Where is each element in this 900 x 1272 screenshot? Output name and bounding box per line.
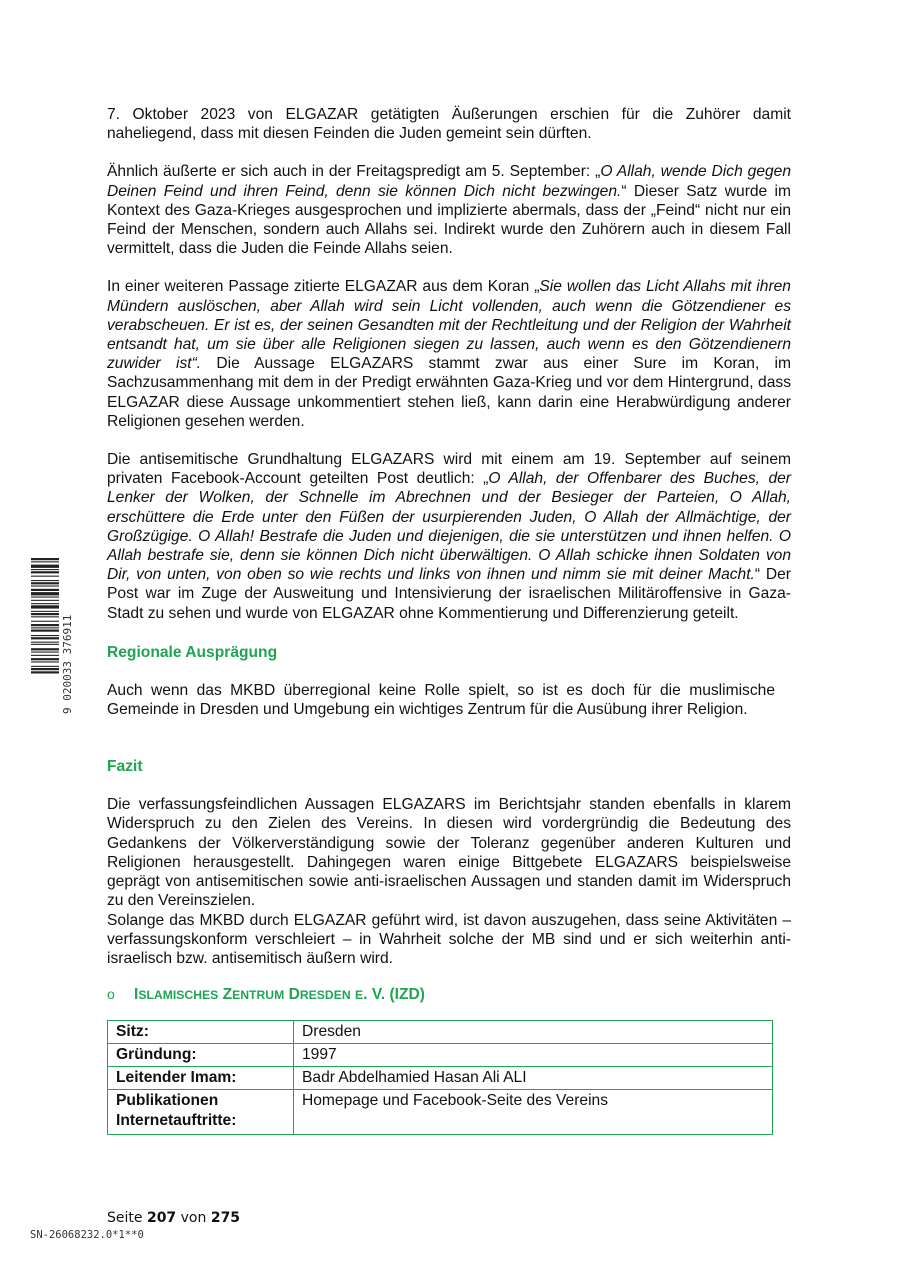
table-key: Gründung: [108,1044,294,1067]
heading-regionale-auspraegung: Regionale Ausprägung [107,643,278,661]
org-heading [107,985,791,1005]
barcode-bar [31,668,59,670]
barcode-bar [31,648,59,650]
barcode-bar [31,655,59,656]
barcode-bar [31,586,59,587]
info-table [107,1020,773,1135]
barcode-bar [31,613,59,615]
table-row [108,1090,773,1135]
org-heading-text: ISLAMISCHES ZENTRUM DRESDEN E. V. (IZD) [134,986,425,1004]
table-key: Sitz: [108,1021,294,1044]
page-label: Seite [107,1210,143,1226]
barcode-bar [31,603,59,604]
paragraph-1: 7. Oktober 2023 von ELGAZAR getätigten Äußerungen erschien für die Zuhörer damit naheliegend, dass mit diesen Feinden die Juden gemeint sein dürften. [107,106,791,143]
barcode-bar [31,627,59,628]
barcode-bar [31,630,59,632]
barcode-bar [31,565,59,568]
barcode-bar [31,621,59,622]
barcode-bar [31,589,59,591]
heading-fazit: Fazit [107,758,143,776]
page-of: von [180,1210,207,1226]
barcode-bar [31,571,59,573]
barcode-bar [31,642,59,643]
barcode-bar [31,592,59,595]
table-key: Publikationen Internetauftritte: [108,1090,294,1135]
barcode-bar [31,597,59,598]
paragraph-3: In einer weiteren Passage zitierte ELGAZAR aus dem Koran „Sie wollen das Licht Allahs mit ihren Mündern auslöschen, aber Allah wird sein Licht vollenden, auch wenn die Götzendiener es verabscheuen. Er ist es, der seinen Gesandten mit der Rechtleitung und der Religion der Wahrheit entsandt hat, um sie über alle Religionen siegen zu lassen, auch wenn es den Götzendienern zuwider ist“. Die Aussage ELGAZARS stammt zwar aus einer Sure im Koran, im Sachzusammenhang mit dem in der Predigt erwähnten Gaza-Krieg und vor dem Hintergrund, dass ELGAZAR diese Aussage unkommentiert stehen ließ, kann darin eine Herabwürdigung anderer Religionen gesehen werden. [107,278,791,430]
table-row [108,1067,773,1090]
page-number: 207 [146,1210,177,1226]
serial-number: SN-26068232.0*1**0 [30,1229,144,1241]
barcode-bar [31,661,59,662]
page-footer [107,1210,240,1226]
table-row [108,1044,773,1067]
table-value: 1997 [294,1044,773,1067]
barcode-bar [31,569,59,570]
paragraph-2: Ähnlich äußerte er sich auch in der Freitagspredigt am 5. September: „O Allah, wende Dich gegen Deinen Feind und ihren Feind, denn sie können Dich nicht bezwingen.“ Dieser Satz wurde im Kontext des Gaza-Krieges ausgesprochen und implizierte abermals, dass der „Feind“ nicht nur ein Feind der Menschen, sondern auch Allahs sei. Indirekt wurde den Zuhörern auch in diesem Fall vermittelt, dass die Juden die Feinde Allahs seien. [107,163,792,258]
barcode-bar [31,616,59,617]
barcode-bar [31,600,59,601]
bullet-icon: o [107,986,115,1003]
barcode-bar [31,652,59,653]
paragraph-fazit-2: Solange das MKBD durch ELGAZAR geführt wird, ist davon auszugehen, dass seine Aktivitäten – verfassungskonform verschleiert – in Wahrheit solche der MB sind und er sich weiterhin anti-israelisch bzw. antisemitisch äußern wird. [107,911,791,967]
paragraph-regional: Auch wenn das MKBD überregional keine Rolle spielt, so ist es doch für die muslimische Gemeinde in Dresden und Umgebung ein wichtiges Zentrum für die Ausübung ihrer Religion. [107,681,775,719]
barcode [27,556,73,716]
barcode-bar [31,644,59,645]
table-row [108,1021,773,1044]
paragraph-4: Die antisemitische Grundhaltung ELGAZARS wird mit einem am 19. September auf seinem privaten Facebook-Account geteilten Post deutlich: „O Allah, der Offenbarer des Buches, der Lenker der Wolken, der Schnelle im Abrechnen und der Besieger der Parteien, O Allah, erschüttere die Erde unter den Füßen der usurpierenden Juden, O Allah der Allmächtige, der Großzügige. O Allah! Bestrafe die Juden und diejenigen, die sie unterstützen und ihnen helfen. O Allah bestrafe sie, denn sie können Dich nicht überwältigen. O Allah schicke ihnen Soldaten von Dir, von unten, von oben so wie rechts und links von ihnen und nimm sie mit deiner Macht.“ Der Post war im Zuge der Ausweitung und Intensivierung der israelischen Militäroffensive in Gaza-Stadt zu sehen und wurde von ELGAZAR ohne Kommentierung und Differenzierung geteilt. [107,451,791,622]
table-value: Homepage und Facebook-Seite des Vereins [294,1090,773,1135]
barcode-bar [31,611,59,612]
barcode-bar [31,635,59,636]
barcode-bar [31,637,59,639]
barcode-bar [31,558,59,560]
barcode-bar [31,582,59,584]
barcode-bar [31,576,59,577]
barcode-digits: 9 020033 376911 [61,614,73,714]
barcode-bar [31,658,59,660]
page-total: 275 [210,1210,241,1226]
barcode-bar [31,605,59,608]
table-value: Badr Abdelhamied Hasan Ali ALI [294,1067,773,1090]
barcode-bar [31,624,59,626]
barcode-bar [31,561,59,562]
barcode-bar [31,666,59,667]
table-key: Leitender Imam: [108,1067,294,1090]
barcode-bar [31,580,59,581]
page-content [107,105,791,1135]
barcode-bar [31,671,59,673]
barcode-graphic [27,556,73,716]
table-value: Dresden [294,1021,773,1044]
paragraph-fazit-1: Die verfassungsfeindlichen Aussagen ELGAZARS im Berichtsjahr standen ebenfalls in klarem Widerspruch zu den Zielen des Vereins. In diesen wird vordergründig die Bedeutung des Gedankens der Völkerverständigung sowie der Toleranz gegenüber anderen Kulturen und Religionen herausgestellt. Dahingegen waren einige Bittgebete ELGAZARS beispielsweise geprägt von antisemitischen sowie anti-israelischen Aussagen und standen damit im Widerspruch zu den Vereinszielen. [107,796,791,910]
